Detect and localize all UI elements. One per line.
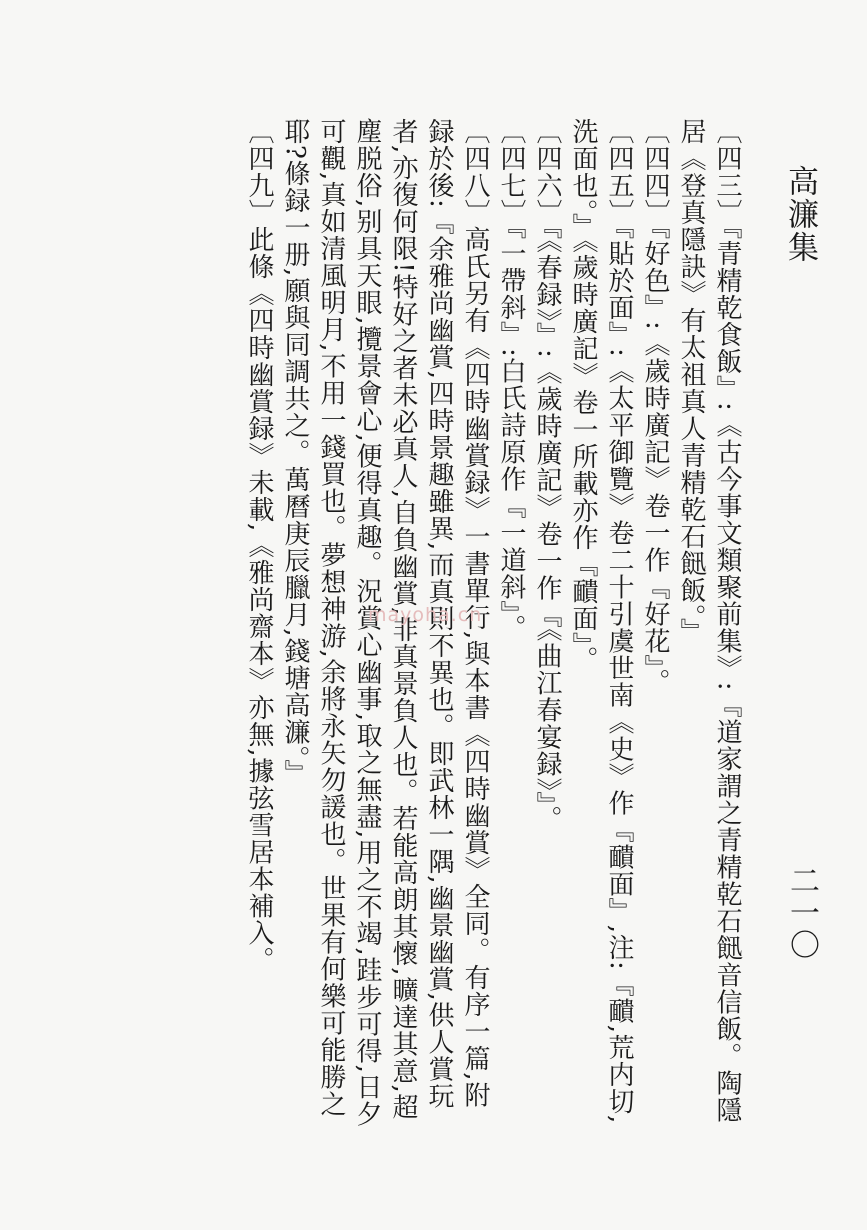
footnote-48: 〔四八〕高氏另有《四時幽賞録》一書單行,與本書《四時幽賞》全同。有序一篇,附録於後:『余雅尚幽賞,四時景趣雖異,而真則不異也。即武林一隅,幽景幽賞,供人賞玩者,亦復何限!特好之者未必真人,自負幽賞,非真景負人也。若能高朗其懷,曠達其意,超塵脱俗,别具天眼,攬景會心,便得真趣。況賞心幽事,取之無盡,用之不竭,跬步可得,日夕可觀,真如清風明月,不用一錢買也。夢想神游,余將永矢勿諼也。世果有何樂可能勝之耶?條録一册,願與同調共之。萬曆庚辰臘月,錢塘高濂。』 bbox=[280, 118, 490, 1128]
footnote-45: 〔四五〕『貼於面』:《太平御覽》卷二十引虞世南《史》作『靧面』,注:『靧,荒内切,洗面也。』《歲時廣記》卷一所載亦作『靧面』。 bbox=[568, 118, 634, 1125]
footnotes-column-block bbox=[241, 118, 745, 1128]
footnote-49: 〔四九〕此條《四時幽賞録》未載,《雅尚齋本》亦無,據弦雪居本補入。 bbox=[244, 118, 274, 974]
watermark: mayoha.cn bbox=[368, 604, 483, 626]
footnote-43: 〔四三〕『青精乾食飯』:《古今事文類聚前集》:『道家謂之青精乾石䭀音信飯。陶隱居《登真隱訣》有太祖真人青精乾石䭀飯。』 bbox=[676, 118, 742, 1124]
footnote-44: 〔四四〕『好色』:《歲時廣記》卷一作『好花』。 bbox=[640, 118, 670, 696]
footnote-46: 〔四六〕『《春録》』:《歲時廣記》卷一作『《曲江春宴録》』。 bbox=[532, 118, 562, 833]
page-number: 二一〇 bbox=[784, 865, 819, 961]
footnote-47: 〔四七〕『一帶斜』:白氏詩原作『一道斜』。 bbox=[496, 118, 526, 642]
book-title: 高濂集 bbox=[782, 165, 818, 264]
